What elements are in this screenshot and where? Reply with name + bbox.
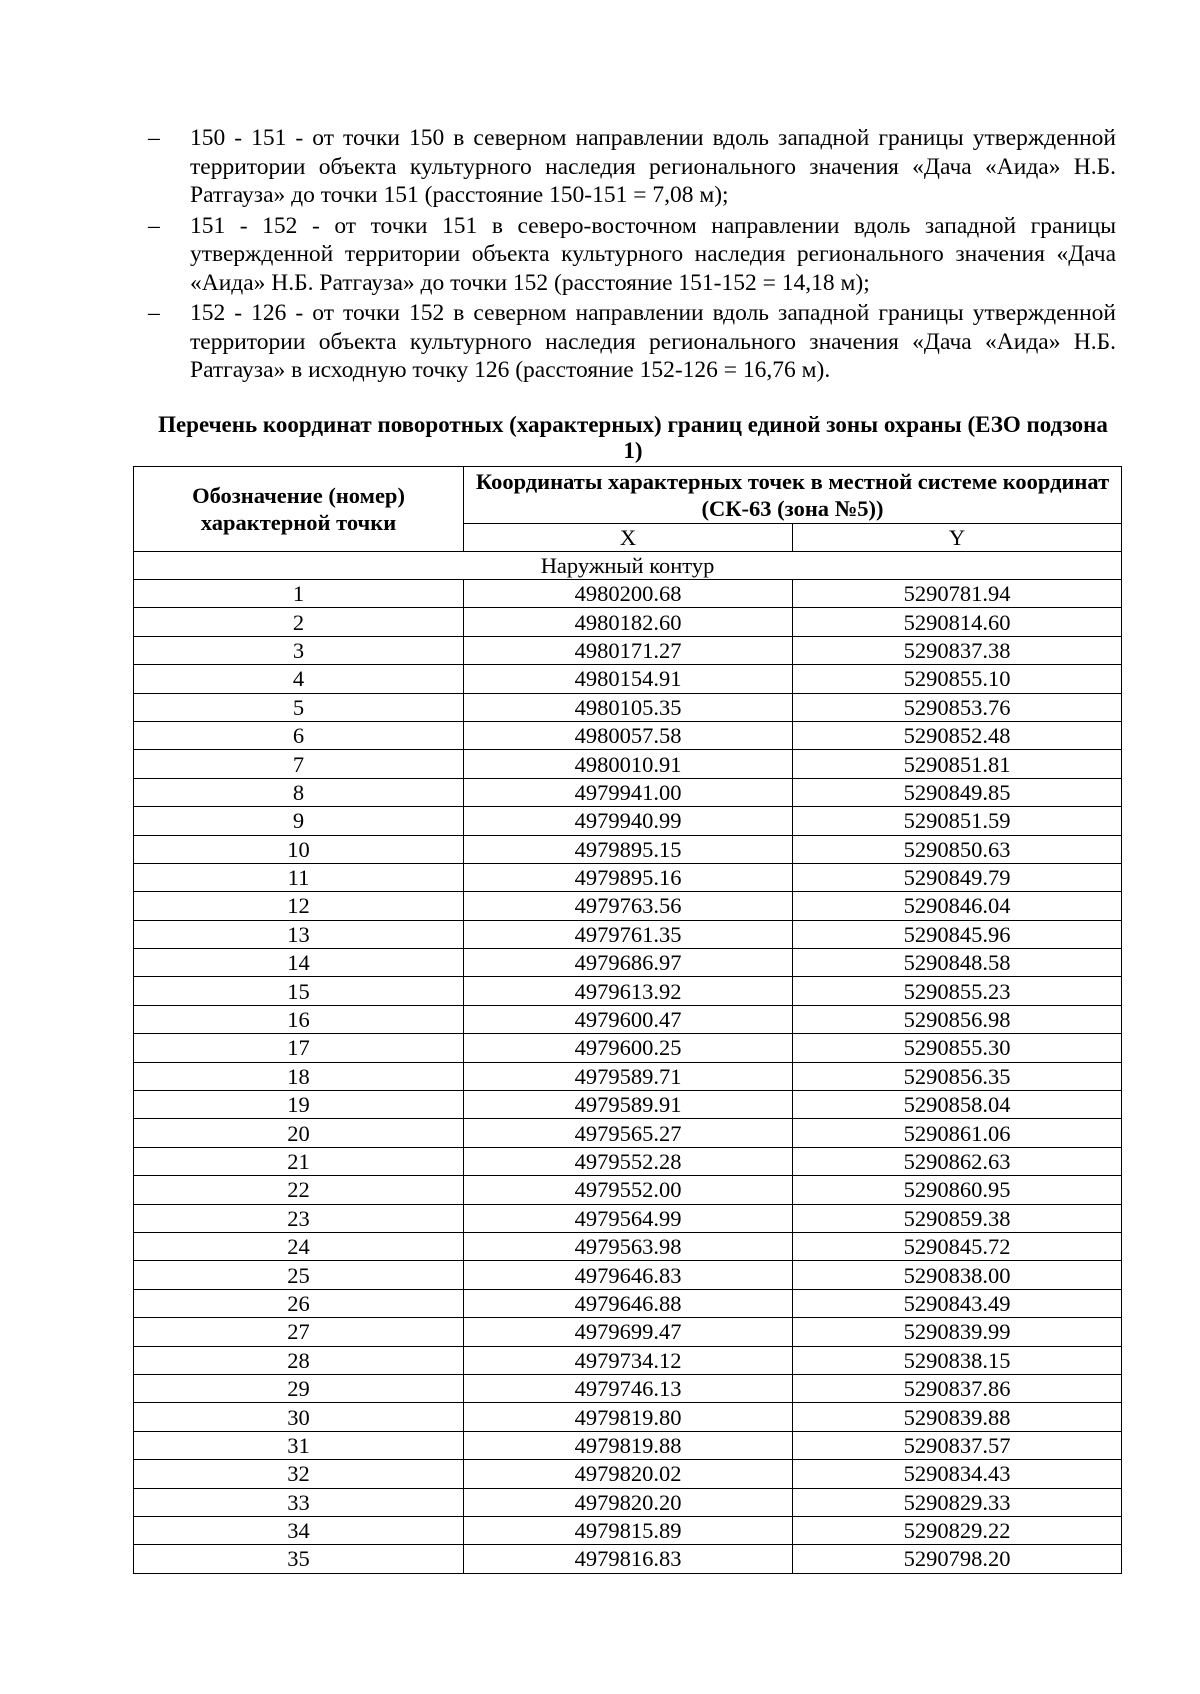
y-coordinate-cell: 5290851.81 [793,750,1122,778]
x-coordinate-cell: 4980010.91 [464,750,793,778]
point-number-cell: 1 [134,580,464,608]
table-row [134,1374,1122,1402]
y-coordinate-cell: 5290851.59 [793,807,1122,835]
x-coordinate-cell: 4979734.12 [464,1346,793,1374]
table-row [134,863,1122,891]
y-coordinate-cell: 5290839.99 [793,1318,1122,1346]
x-coordinate-cell: 4979600.47 [464,1005,793,1033]
y-coordinate-cell: 5290837.38 [793,636,1122,664]
table-row [134,1232,1122,1260]
point-number-header: Обозначение (номер) характерной точки [134,467,464,552]
point-number-cell: 10 [134,835,464,863]
y-coordinate-cell: 5290846.04 [793,892,1122,920]
y-coordinate-cell: 5290855.30 [793,1034,1122,1062]
table-row [134,920,1122,948]
boundary-description-list [148,124,1116,387]
table-row [134,1346,1122,1374]
point-number-cell: 16 [134,1005,464,1033]
table-row [134,1147,1122,1175]
y-coordinate-cell: 5290843.49 [793,1289,1122,1317]
x-coordinate-cell: 4980200.68 [464,580,793,608]
list-item [148,299,1116,385]
y-coordinate-cell: 5290837.86 [793,1374,1122,1402]
table-row [134,693,1122,721]
x-coordinate-cell: 4979763.56 [464,892,793,920]
point-number-cell: 33 [134,1488,464,1516]
point-number-cell: 27 [134,1318,464,1346]
x-coordinate-cell: 4979820.20 [464,1488,793,1516]
point-number-cell: 35 [134,1545,464,1573]
table-row [134,892,1122,920]
table-row [134,1403,1122,1431]
point-number-cell: 19 [134,1091,464,1119]
table-row [134,608,1122,636]
x-coordinate-cell: 4979819.80 [464,1403,793,1431]
table-row [134,1545,1122,1573]
table-row [134,1176,1122,1204]
table-row [134,636,1122,664]
point-number-cell: 8 [134,778,464,806]
x-coordinate-cell: 4979895.15 [464,835,793,863]
point-number-cell: 29 [134,1374,464,1402]
x-coordinate-cell: 4979646.83 [464,1261,793,1289]
list-dash: – [148,300,160,326]
y-coordinate-cell: 5290856.98 [793,1005,1122,1033]
y-coordinate-cell: 5290829.33 [793,1488,1122,1516]
x-coordinate-cell: 4980182.60 [464,608,793,636]
point-number-cell: 17 [134,1034,464,1062]
y-coordinate-cell: 5290798.20 [793,1545,1122,1573]
x-coordinate-cell: 4979746.13 [464,1374,793,1402]
x-coordinate-cell: 4979699.47 [464,1318,793,1346]
y-coordinate-cell: 5290859.38 [793,1204,1122,1232]
table-row [134,949,1122,977]
y-coordinate-cell: 5290862.63 [793,1147,1122,1175]
x-coordinate-cell: 4979940.99 [464,807,793,835]
y-coordinate-cell: 5290850.63 [793,835,1122,863]
point-number-cell: 34 [134,1516,464,1544]
point-number-cell: 6 [134,721,464,749]
y-coordinate-cell: 5290858.04 [793,1091,1122,1119]
point-number-cell: 2 [134,608,464,636]
list-item-text: 150 - 151 - от точки 150 в северном направлении вдоль западной границы утвержденной территории объекта культурного наследия регионального значения «Дача «Аида» Н.Б. Ратгауза» до точки 151 (расстояние 150-151 = 7,08 м); [190,125,1116,208]
point-number-cell: 5 [134,693,464,721]
y-coordinate-cell: 5290838.15 [793,1346,1122,1374]
x-coordinate-cell: 4979761.35 [464,920,793,948]
y-coordinate-cell: 5290837.57 [793,1431,1122,1459]
point-number-cell: 23 [134,1204,464,1232]
table-row [134,1091,1122,1119]
x-coordinate-cell: 4979600.25 [464,1034,793,1062]
y-coordinate-cell: 5290845.72 [793,1232,1122,1260]
list-dash: – [148,212,160,239]
coordinates-header: Координаты характерных точек в местной системе координат (СК-63 (зона №5)) [464,467,1122,524]
y-header: Y [793,524,1122,552]
table-row [134,807,1122,835]
x-coordinate-cell: 4980105.35 [464,693,793,721]
point-number-cell: 30 [134,1403,464,1431]
list-item [148,124,1116,210]
table-row [134,1318,1122,1346]
point-number-cell: 25 [134,1261,464,1289]
point-number-cell: 15 [134,977,464,1005]
y-coordinate-cell: 5290856.35 [793,1062,1122,1090]
point-number-cell: 12 [134,892,464,920]
y-coordinate-cell: 5290852.48 [793,721,1122,749]
list-item-text: 152 - 126 - от точки 152 в северном направлении вдоль западной границы утвержденной территории объекта культурного наследия регионального значения «Дача «Аида» Н.Б. Ратгауза» в исходную точку 126 (расстояние 152-126 = 16,76 м). [190,300,1116,383]
table-row [134,1516,1122,1544]
table-row [134,1204,1122,1232]
y-coordinate-cell: 5290838.00 [793,1261,1122,1289]
list-dash: – [148,125,160,151]
point-number-cell: 14 [134,949,464,977]
coordinates-table [133,466,1122,1574]
table-row [134,1119,1122,1147]
table-row [134,835,1122,863]
x-coordinate-cell: 4980057.58 [464,721,793,749]
y-coordinate-cell: 5290814.60 [793,608,1122,636]
table-row [134,1034,1122,1062]
list-item-text: 151 - 152 - от точки 151 в северо-восточном направлении вдоль западной границы утвержденной территории объекта культурного наследия регионального значения «Дача «Аида» Н.Б. Ратгауза» до точки 152 (расстояние 151-152 = 14,18 м); [190,212,1116,296]
y-coordinate-cell: 5290834.43 [793,1460,1122,1488]
y-coordinate-cell: 5290845.96 [793,920,1122,948]
x-header: X [464,524,793,552]
y-coordinate-cell: 5290781.94 [793,580,1122,608]
x-coordinate-cell: 4979646.88 [464,1289,793,1317]
point-number-cell: 31 [134,1431,464,1459]
table-row [134,1261,1122,1289]
point-number-cell: 18 [134,1062,464,1090]
x-coordinate-cell: 4979820.02 [464,1460,793,1488]
x-coordinate-cell: 4980154.91 [464,665,793,693]
point-number-cell: 20 [134,1119,464,1147]
y-coordinate-cell: 5290849.85 [793,778,1122,806]
table-row [134,721,1122,749]
table-row [134,750,1122,778]
point-number-cell: 28 [134,1346,464,1374]
table-row [134,778,1122,806]
x-coordinate-cell: 4979815.89 [464,1516,793,1544]
table-title: Перечень координат поворотных (характерных) границ единой зоны охраны (ЕЗО подзона 1) [158,412,1108,463]
table-row [134,1431,1122,1459]
table-row [134,1488,1122,1516]
list-item [148,212,1116,298]
point-number-cell: 3 [134,636,464,664]
x-coordinate-cell: 4979552.00 [464,1176,793,1204]
y-coordinate-cell: 5290861.06 [793,1119,1122,1147]
table-row [134,1460,1122,1488]
point-number-cell: 32 [134,1460,464,1488]
x-coordinate-cell: 4980171.27 [464,636,793,664]
y-coordinate-cell: 5290855.23 [793,977,1122,1005]
point-number-cell: 7 [134,750,464,778]
table-row [134,580,1122,608]
x-coordinate-cell: 4979564.99 [464,1204,793,1232]
x-coordinate-cell: 4979941.00 [464,778,793,806]
point-number-cell: 22 [134,1176,464,1204]
y-coordinate-cell: 5290829.22 [793,1516,1122,1544]
section-label: Наружный контур [134,552,1122,580]
y-coordinate-cell: 5290848.58 [793,949,1122,977]
x-coordinate-cell: 4979613.92 [464,977,793,1005]
x-coordinate-cell: 4979565.27 [464,1119,793,1147]
y-coordinate-cell: 5290860.95 [793,1176,1122,1204]
table-row [134,1062,1122,1090]
x-coordinate-cell: 4979895.16 [464,863,793,891]
y-coordinate-cell: 5290849.79 [793,863,1122,891]
x-coordinate-cell: 4979819.88 [464,1431,793,1459]
point-number-cell: 24 [134,1232,464,1260]
x-coordinate-cell: 4979686.97 [464,949,793,977]
y-coordinate-cell: 5290853.76 [793,693,1122,721]
table-row [134,1005,1122,1033]
point-number-cell: 9 [134,807,464,835]
table-row [134,1289,1122,1317]
point-number-cell: 21 [134,1147,464,1175]
point-number-cell: 26 [134,1289,464,1317]
point-number-cell: 13 [134,920,464,948]
x-coordinate-cell: 4979552.28 [464,1147,793,1175]
x-coordinate-cell: 4979589.91 [464,1091,793,1119]
table-row [134,977,1122,1005]
y-coordinate-cell: 5290839.88 [793,1403,1122,1431]
point-number-cell: 4 [134,665,464,693]
point-number-cell: 11 [134,863,464,891]
y-coordinate-cell: 5290855.10 [793,665,1122,693]
x-coordinate-cell: 4979589.71 [464,1062,793,1090]
x-coordinate-cell: 4979816.83 [464,1545,793,1573]
table-row [134,665,1122,693]
x-coordinate-cell: 4979563.98 [464,1232,793,1260]
